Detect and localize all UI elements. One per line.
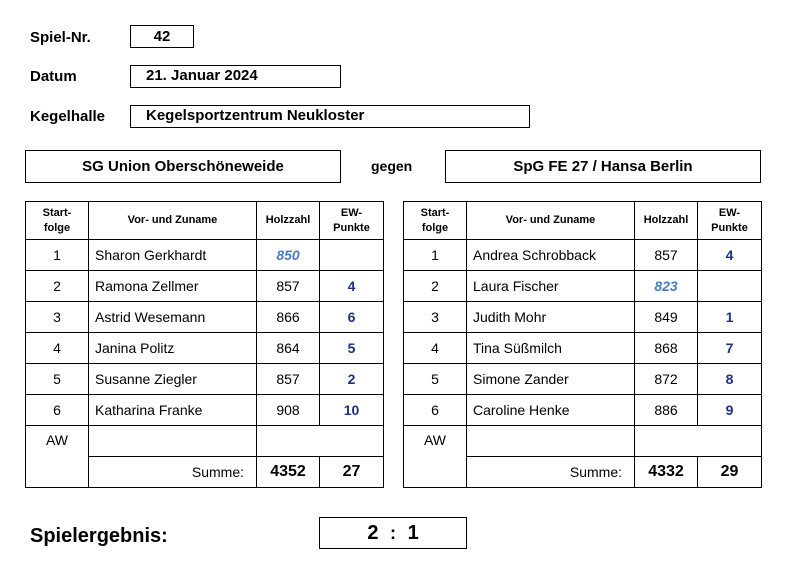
player-name: Tina Süßmilch bbox=[467, 333, 635, 364]
start-position: 4 bbox=[26, 333, 89, 364]
col-start-header: Start- folge bbox=[26, 202, 89, 240]
result-separator: : bbox=[390, 523, 396, 543]
player-name: Caroline Henke bbox=[467, 395, 635, 426]
player-name: Simone Zander bbox=[467, 364, 635, 395]
table-row bbox=[26, 271, 384, 302]
home-team-name: SG Union Oberschöneweide bbox=[25, 150, 341, 183]
col-ew-header: EW- Punkte bbox=[698, 202, 762, 240]
start-position: 6 bbox=[26, 395, 89, 426]
player-name: Susanne Ziegler bbox=[89, 364, 257, 395]
player-name: Ramona Zellmer bbox=[89, 271, 257, 302]
sum-label: Summe: bbox=[467, 457, 635, 488]
holzzahl: 864 bbox=[257, 333, 320, 364]
sum-ew: 29 bbox=[698, 457, 762, 488]
player-name: Sharon Gerkhardt bbox=[89, 240, 257, 271]
player-name: Janina Politz bbox=[89, 333, 257, 364]
ew-points: 4 bbox=[698, 240, 762, 271]
player-name: Andrea Schrobback bbox=[467, 240, 635, 271]
holzzahl: 857 bbox=[257, 364, 320, 395]
table-row bbox=[404, 240, 762, 271]
datum-field: 21. Januar 2024 bbox=[130, 65, 341, 88]
holzzahl: 866 bbox=[257, 302, 320, 333]
col-holz-header: Holzzahl bbox=[257, 202, 320, 240]
col-start-header: Start- folge bbox=[404, 202, 467, 240]
ew-points bbox=[698, 271, 762, 302]
start-position: 1 bbox=[26, 240, 89, 271]
player-name: Katharina Franke bbox=[89, 395, 257, 426]
result-away: 1 bbox=[407, 522, 419, 544]
home-score-table bbox=[25, 201, 384, 488]
ew-points: 5 bbox=[320, 333, 384, 364]
sum-ew: 27 bbox=[320, 457, 384, 488]
kegelhalle-label: Kegelhalle bbox=[30, 108, 106, 125]
start-position: 6 bbox=[404, 395, 467, 426]
start-position: 3 bbox=[26, 302, 89, 333]
table-row bbox=[404, 395, 762, 426]
ew-points: 1 bbox=[698, 302, 762, 333]
start-position: 4 bbox=[404, 333, 467, 364]
ew-points: 8 bbox=[698, 364, 762, 395]
table-row bbox=[26, 395, 384, 426]
holzzahl: 850 bbox=[257, 240, 320, 271]
table-row bbox=[404, 271, 762, 302]
table-row bbox=[404, 333, 762, 364]
ew-points: 7 bbox=[698, 333, 762, 364]
spielergebnis-label: Spielergebnis: bbox=[30, 525, 168, 547]
start-position: 1 bbox=[404, 240, 467, 271]
spiel-nr-label: Spiel-Nr. bbox=[30, 29, 91, 46]
player-name: Judith Mohr bbox=[467, 302, 635, 333]
aw-label: AW bbox=[26, 426, 89, 488]
table-row bbox=[26, 240, 384, 271]
start-position: 2 bbox=[26, 271, 89, 302]
aw-row bbox=[26, 426, 384, 457]
table-row bbox=[404, 364, 762, 395]
table-row bbox=[26, 364, 384, 395]
col-name-header: Vor- und Zuname bbox=[467, 202, 635, 240]
spielergebnis-field bbox=[319, 517, 467, 549]
table-row bbox=[404, 302, 762, 333]
aw-name-cell bbox=[467, 426, 635, 457]
holzzahl: 823 bbox=[635, 271, 698, 302]
holzzahl: 868 bbox=[635, 333, 698, 364]
sum-label: Summe: bbox=[89, 457, 257, 488]
table-header-row bbox=[26, 202, 384, 240]
sum-holz: 4332 bbox=[635, 457, 698, 488]
col-ew-header: EW- Punkte bbox=[320, 202, 384, 240]
ew-points: 6 bbox=[320, 302, 384, 333]
start-position: 5 bbox=[26, 364, 89, 395]
kegelhalle-field: Kegelsportzentrum Neukloster bbox=[130, 105, 530, 128]
holzzahl: 857 bbox=[635, 240, 698, 271]
table-row bbox=[26, 302, 384, 333]
ew-points: 2 bbox=[320, 364, 384, 395]
table-header-row bbox=[404, 202, 762, 240]
ew-points: 4 bbox=[320, 271, 384, 302]
holzzahl: 849 bbox=[635, 302, 698, 333]
aw-empty-cell bbox=[635, 426, 762, 457]
spiel-nr-field: 42 bbox=[130, 25, 194, 48]
start-position: 2 bbox=[404, 271, 467, 302]
datum-label: Datum bbox=[30, 68, 77, 85]
ew-points: 9 bbox=[698, 395, 762, 426]
holzzahl: 872 bbox=[635, 364, 698, 395]
col-holz-header: Holzzahl bbox=[635, 202, 698, 240]
player-name: Astrid Wesemann bbox=[89, 302, 257, 333]
aw-empty-cell bbox=[257, 426, 384, 457]
ew-points bbox=[320, 240, 384, 271]
sum-holz: 4352 bbox=[257, 457, 320, 488]
start-position: 3 bbox=[404, 302, 467, 333]
player-name: Laura Fischer bbox=[467, 271, 635, 302]
col-name-header: Vor- und Zuname bbox=[89, 202, 257, 240]
holzzahl: 908 bbox=[257, 395, 320, 426]
ew-points: 10 bbox=[320, 395, 384, 426]
start-position: 5 bbox=[404, 364, 467, 395]
holzzahl: 857 bbox=[257, 271, 320, 302]
away-team-name: SpG FE 27 / Hansa Berlin bbox=[445, 150, 761, 183]
aw-label: AW bbox=[404, 426, 467, 488]
result-home: 2 bbox=[367, 522, 379, 544]
away-score-table bbox=[403, 201, 762, 488]
aw-row bbox=[404, 426, 762, 457]
aw-name-cell bbox=[89, 426, 257, 457]
gegen-label: gegen bbox=[371, 158, 413, 174]
holzzahl: 886 bbox=[635, 395, 698, 426]
table-row bbox=[26, 333, 384, 364]
